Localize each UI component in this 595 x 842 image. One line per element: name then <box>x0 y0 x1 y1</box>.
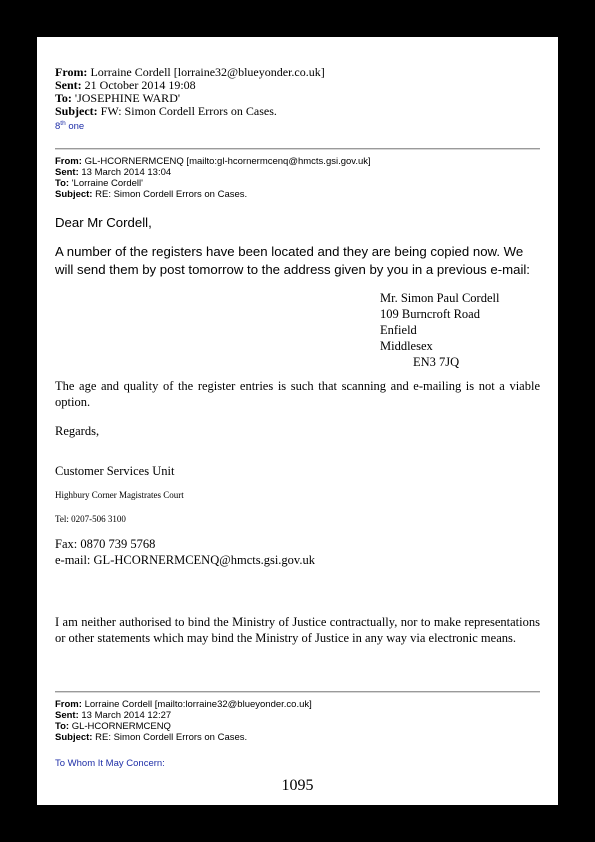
signature-fax: Fax: 0870 739 5768 <box>55 537 156 551</box>
separator-1 <box>55 148 540 150</box>
forward-from-line: From: Lorraine Cordell [lorraine32@blueyonder.co.uk] <box>55 65 325 79</box>
signature-tel: Tel: 0207-506 3100 <box>55 514 126 524</box>
original-sent-line: Sent: 13 March 2014 12:27 <box>55 710 172 721</box>
address-line: Mr. Simon Paul Cordell <box>380 291 500 305</box>
forward-sent-line: Sent: 21 October 2014 19:08 <box>55 78 196 92</box>
forward-header <box>55 66 325 118</box>
forward-note: 8th one <box>55 120 85 133</box>
original-salutation: To Whom It May Concern: <box>55 758 165 769</box>
paragraph-2: The age and quality of the register entries is such that scanning and e-mailing is not a viable option. <box>55 379 540 409</box>
signature-unit: Customer Services Unit <box>55 464 175 478</box>
original-from-line: From: Lorraine Cordell [mailto:lorraine32@blueyonder.co.uk] <box>55 699 312 710</box>
address-line: EN3 7JQ <box>413 355 460 369</box>
original-subject-line: Subject: RE: Simon Cordell Errors on Cases. <box>55 732 248 743</box>
paragraph-1-line-1: A number of the registers have been located and they are being copied now. We <box>55 244 524 259</box>
address-line: 109 Burncroft Road <box>380 307 480 321</box>
original-to-line: To: GL-HCORNERMCENQ <box>55 721 171 732</box>
reply-subject-line: Subject: RE: Simon Cordell Errors on Cases. <box>55 189 248 200</box>
page-number: 1095 <box>281 777 314 794</box>
original-header <box>55 699 312 743</box>
address-block <box>380 290 499 370</box>
reply-to-line: To: 'Lorraine Cordell' <box>55 178 143 189</box>
regards: Regards, <box>55 424 100 438</box>
forward-to-line: To: 'JOSEPHINE WARD' <box>55 91 181 105</box>
paragraph-1-line-2: will send them by post tomorrow to the address given by you in a previous e-mail: <box>55 262 530 277</box>
signature-court: Highbury Corner Magistrates Court <box>55 490 184 500</box>
reply-sent-line: Sent: 13 March 2014 13:04 <box>55 167 172 178</box>
signature-email: e-mail: GL-HCORNERMCENQ@hmcts.gsi.gov.uk <box>55 553 315 567</box>
reply-from-line: From: GL-HCORNERMCENQ [mailto:gl-hcornermcenq@hmcts.gsi.gov.uk] <box>55 156 371 167</box>
reply-header <box>55 156 371 200</box>
forward-subject-line: Subject: FW: Simon Cordell Errors on Cases. <box>55 104 277 118</box>
disclaimer: I am neither authorised to bind the Ministry of Justice contractually, nor to make representations or other statements which may bind the Ministry of Justice in any way via electronic means. <box>55 615 540 645</box>
separator-2 <box>55 691 540 693</box>
address-line: Middlesex <box>380 339 433 353</box>
document-page <box>37 37 558 805</box>
greeting: Dear Mr Cordell, <box>55 215 152 230</box>
address-line: Enfield <box>380 323 417 337</box>
